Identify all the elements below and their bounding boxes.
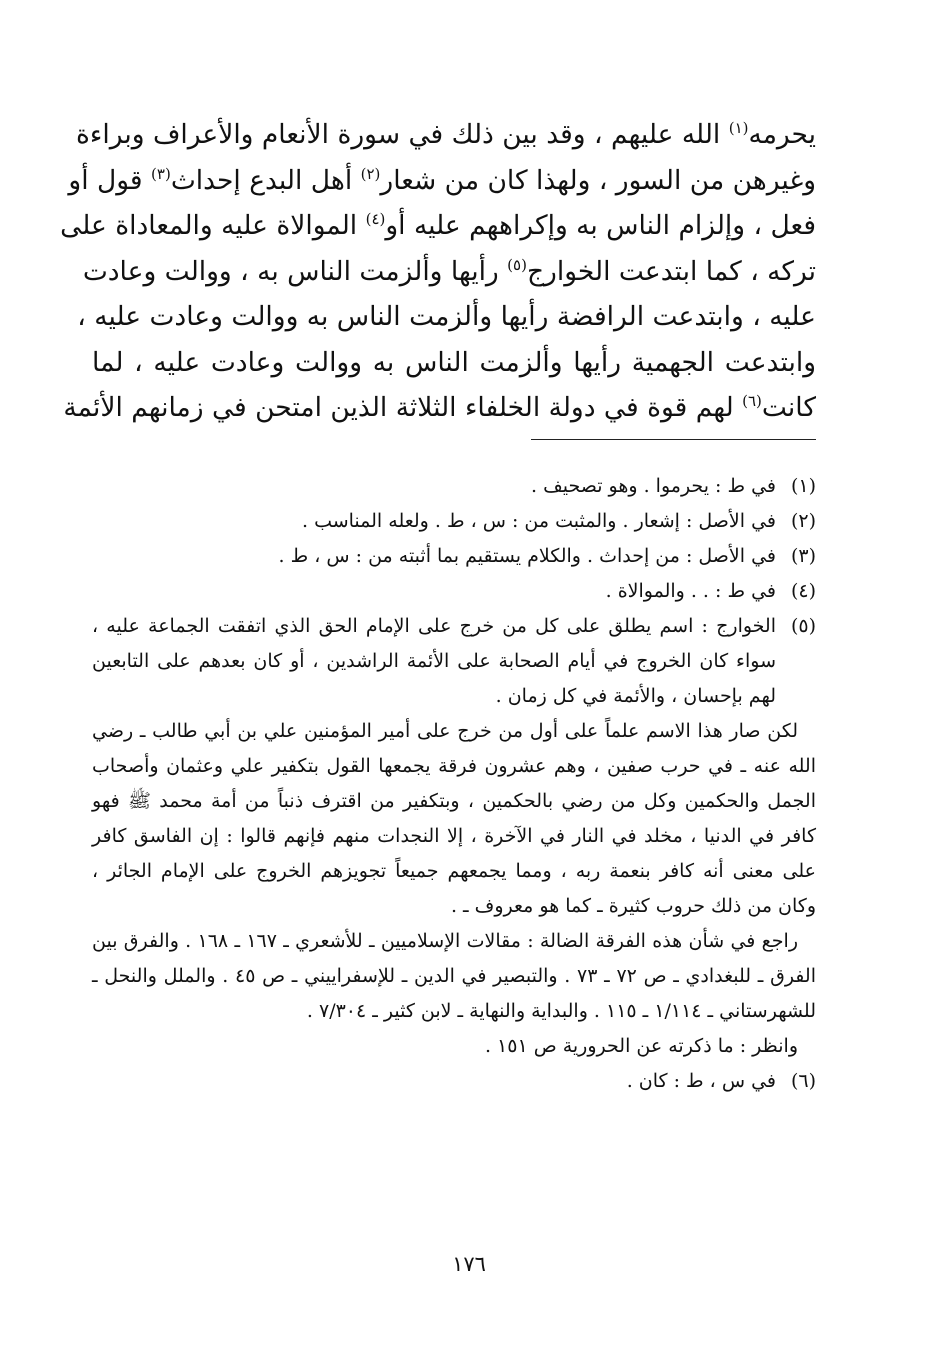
footnote-marker: (٥): [507, 255, 527, 274]
footnote-marker: (٣): [151, 164, 171, 183]
main-text-segment: رأيها وألزمت الناس به ، ووالت وعادت: [82, 255, 508, 287]
main-text-segment: كانت: [761, 392, 816, 423]
main-text-line: [63, 385, 816, 431]
footnote-separator: [531, 439, 816, 440]
footnote: [92, 1064, 816, 1099]
footnote-paragraph: في ط : يحرموا . وهو تصحيف .: [531, 474, 776, 497]
footnote-paragraph: وانظر : ما ذكرته عن الحرورية ص ١٥١ .: [484, 1034, 798, 1057]
footnote-body: [92, 574, 776, 609]
footnote-marker: (٢): [360, 164, 381, 183]
footnote: [92, 469, 816, 504]
main-text-segment: قول أو: [68, 164, 152, 196]
footnote-number: (٣): [790, 544, 816, 567]
footnote-paragraph: راجع في شأن هذه الفرقة الضالة : مقالات الإسلاميين ـ للأشعري ـ ١٦٧ ـ ١٦٨ . والفرق بين الفرق ـ للبغدادي ـ ص ٧٢ ـ ٧٣ . والتبصير في الدين ـ للإسفراييني ـ ص ٤٥ . والملل والنحل ـ للشهرستاني ـ ١/١١٤ ـ ١١٥ . والبداية والنهاية ـ لابن كثير ـ ٧/٣٠٤ .: [92, 929, 816, 1022]
footnote-body: [92, 539, 776, 574]
main-text: [60, 112, 816, 431]
main-text-line: [76, 112, 816, 158]
footnote-paragraph: لكن صار هذا الاسم علماً على أول من خرج على أمير المؤمنين علي بن أبي طالب ـ رضي الله عنه ـ في حرب صفين ، وهم عشرون فرقة يجمعها القول بتكفير علي وعثمان وأصحاب الجمل والحكمين وكل من رضي بالحكمين ، وبتكفير من اقترف ذنباً من أمة محمد ﷺ فهو كافر في الدنيا ، مخلد في النار في الآخرة ، إلا النجدات منهم فإنهم قالوا : إن الفاسق كافر على معنى أنه كافر بنعمة ربه ، ومما يجمعهم جميعاً تجويزهم الخروج على الإمام الجائر ، وكان من ذلك حروب كثيرة ـ كما هو معروف ـ .: [92, 719, 816, 917]
footnote-number: (٤): [790, 579, 816, 602]
footnote: [92, 574, 816, 609]
main-text-segment: وغيرهن من السور ، ولهذا كان من شعار: [380, 164, 816, 196]
footnote-body: [92, 469, 776, 504]
main-text-segment: الموالاة عليه والمعاداة على: [60, 210, 366, 241]
footnote: [92, 609, 816, 1064]
footnote-paragraph: الخوارج : اسم يطلق على كل من خرج على الإمام الحق الذي اتفقت الجماعة عليه ، سواء كان الخروج في أيام الصحابة على الأئمة الراشدين ، أو كان بعدهم على التابعين لهم بإحسان ، والأئمة في كل زمان .: [92, 614, 776, 707]
page-content: [60, 112, 816, 1099]
main-text-segment: الله عليهم ، وقد بين ذلك في سورة الأنعام والأعراف وبراءة: [76, 119, 729, 150]
footnote-paragraph: في ط : . . والموالاة .: [605, 579, 776, 602]
footnote-paragraph: في س ، ط : كان .: [626, 1069, 776, 1092]
main-text-line: [77, 294, 816, 340]
main-text-segment: وابتدعت الجهمية رأيها وألزمت الناس به ووالت وعادت عليه ، لما: [92, 346, 816, 378]
footnote-paragraph: في الأصل : إشعار . والمثبت من : س ، ط . ولعله المناسب .: [301, 509, 776, 532]
main-text-segment: لهم قوة في دولة الخلفاء الثلاثة الذين امتحن في زمانهم الأئمة: [63, 392, 743, 423]
main-text-line: [92, 340, 816, 386]
main-text-segment: يحرمه: [748, 119, 816, 150]
footnote-paragraph: في الأصل : من إحداث . والكلام يستقيم بما أثبته من : س ، ط .: [278, 544, 776, 567]
footnote: [92, 539, 816, 574]
footnote-body: [92, 504, 776, 539]
footnote-number: (٥): [790, 614, 816, 637]
page-number: ١٧٦: [452, 1252, 486, 1276]
footnote: [92, 504, 816, 539]
footnote-body: [92, 1064, 776, 1099]
main-text-segment: تركه ، كما ابتدعت الخوارج: [526, 255, 816, 287]
footnote-body: [92, 609, 816, 1064]
main-text-segment: أهل البدع إحداث: [170, 164, 361, 196]
footnote-marker: (٤): [365, 210, 386, 229]
footnote-number: (٢): [790, 509, 816, 532]
footnote-marker: (٦): [742, 392, 762, 411]
footnote-marker: (١): [728, 119, 749, 138]
footnote-number: (١): [790, 474, 816, 497]
main-text-line: [82, 249, 816, 295]
main-text-line: [60, 203, 816, 249]
footnotes: [92, 469, 816, 1099]
main-text-segment: فعل ، وإلزام الناس به وإكراههم عليه أو: [385, 210, 816, 241]
main-text-line: [68, 158, 816, 204]
main-text-segment: عليه ، وابتدعت الرافضة رأيها وألزمت الناس به ووالت وعادت عليه ،: [77, 301, 816, 332]
footnote-number: (٦): [790, 1069, 816, 1092]
